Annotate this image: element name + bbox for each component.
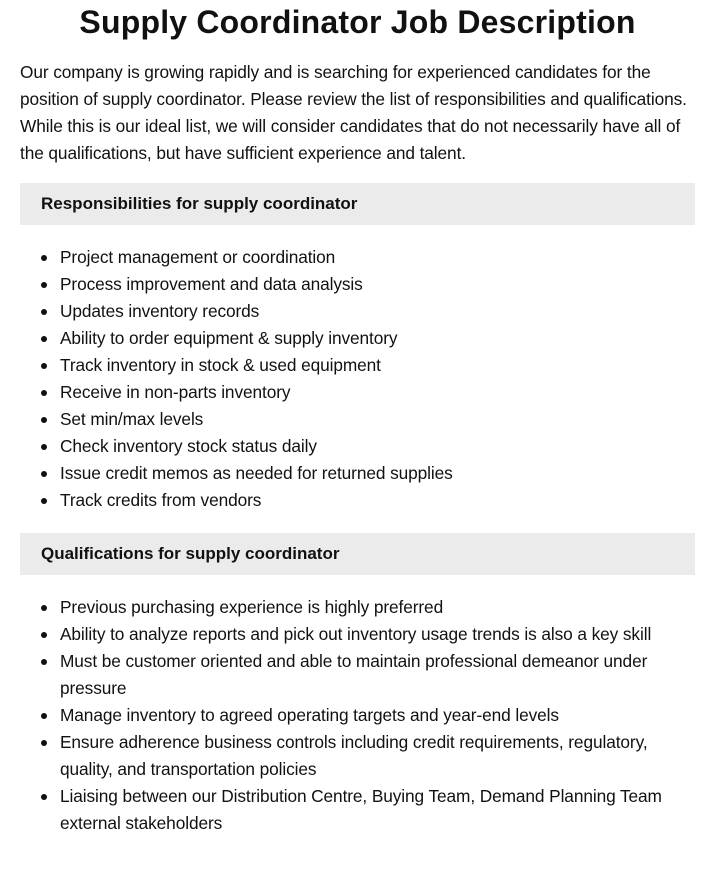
responsibilities-heading: Responsibilities for supply coordinator [20, 183, 695, 225]
list-item: Project management or coordination [20, 244, 700, 271]
qualifications-list [20, 594, 700, 837]
qualifications-heading: Qualifications for supply coordinator [20, 533, 695, 575]
list-item: Must be customer oriented and able to maintain professional demeanor under pressure [20, 648, 700, 702]
list-item: Liaising between our Distribution Centre, Buying Team, Demand Planning Team external stakeholders [20, 783, 700, 837]
list-item: Track credits from vendors [20, 487, 700, 514]
list-item: Track inventory in stock & used equipment [20, 352, 700, 379]
list-item: Manage inventory to agreed operating targets and year-end levels [20, 702, 700, 729]
list-item: Ensure adherence business controls including credit requirements, regulatory, quality, and transportation policies [20, 729, 700, 783]
list-item: Receive in non-parts inventory [20, 379, 700, 406]
list-item: Ability to analyze reports and pick out inventory usage trends is also a key skill [20, 621, 700, 648]
list-item: Previous purchasing experience is highly preferred [20, 594, 700, 621]
responsibilities-list [20, 244, 700, 514]
list-item: Updates inventory records [20, 298, 700, 325]
list-item: Ability to order equipment & supply inventory [20, 325, 700, 352]
list-item: Check inventory stock status daily [20, 433, 700, 460]
list-item: Process improvement and data analysis [20, 271, 700, 298]
page-title: Supply Coordinator Job Description [79, 4, 636, 40]
intro-paragraph: Our company is growing rapidly and is searching for experienced candidates for the position of supply coordinator. Please review the list of responsibilities and qualifications. While this is our ideal list, we will consider candidates that do not necessarily have all of the qualifications, but have sufficient experience and talent. [20, 62, 687, 163]
list-item: Issue credit memos as needed for returned supplies [20, 460, 700, 487]
list-item: Set min/max levels [20, 406, 700, 433]
